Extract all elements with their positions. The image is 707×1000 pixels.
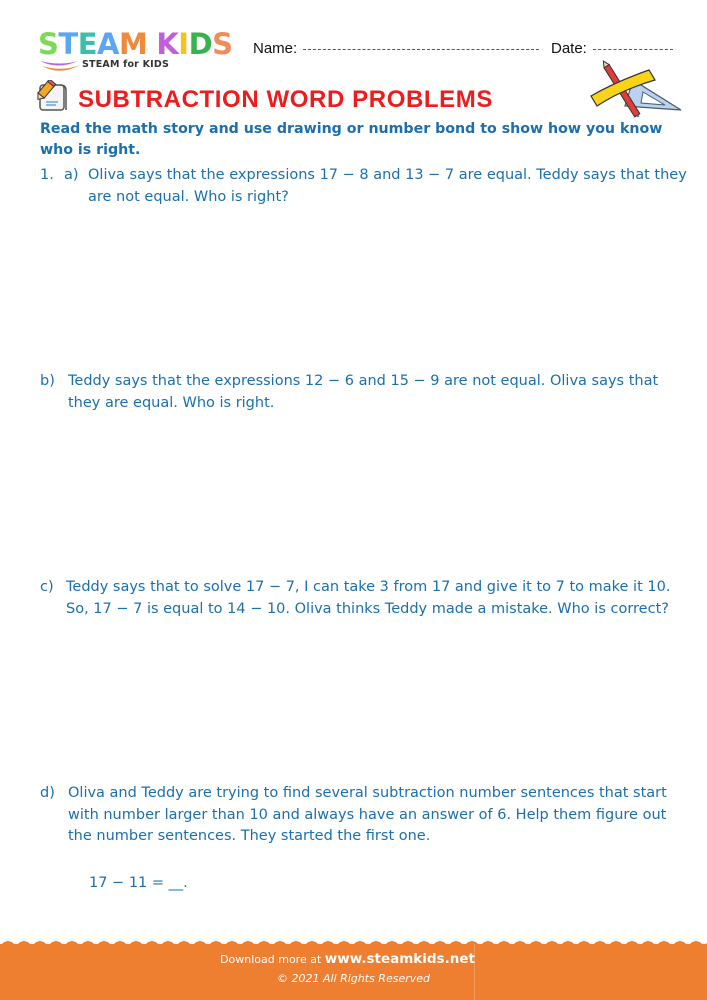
- logo-letter: M: [118, 27, 148, 61]
- footer-site-link[interactable]: www.steamkids.net: [324, 951, 475, 967]
- question-d-label: d): [40, 785, 55, 801]
- footer-download: [0, 951, 707, 967]
- date-label: Date:: [551, 40, 587, 57]
- date-field[interactable]: [551, 40, 673, 57]
- name-field[interactable]: [253, 40, 539, 57]
- question-c-label: c): [40, 579, 54, 595]
- logo-letter: I: [178, 27, 189, 61]
- footer-copyright: © 2021 All Rights Reserved: [276, 972, 430, 985]
- question-a-text: Oliva says that the expressions 17 − 8 and 13 − 7 are equal. Teddy says that they are not equal. Who is right?: [88, 167, 687, 205]
- question-number: 1.: [40, 167, 54, 183]
- logo-letter: A: [97, 27, 119, 61]
- logo-letter: S: [212, 27, 233, 61]
- ruler-set-square-pencil-icon: [585, 60, 685, 120]
- date-blank-line[interactable]: [593, 48, 673, 50]
- question-c-text: Teddy says that to solve 17 − 7, I can take 3 from 17 and give it to 7 to make it 10. So, 17 − 7 is equal to 14 − 10. Oliva thinks Teddy made a mistake. Who is correct?: [66, 579, 671, 617]
- scalloped-edge: [0, 938, 707, 952]
- footer-download-prefix: Download more at: [220, 953, 322, 966]
- worksheet-title: SUBTRACTION WORD PROBLEMS: [78, 86, 493, 113]
- question-b-label: b): [40, 373, 55, 389]
- question-b-text: Teddy says that the expressions 12 − 6 and 15 − 9 are not equal. Oliva says that they are equal. Who is right.: [68, 373, 659, 411]
- name-label: Name:: [253, 40, 298, 57]
- logo-letter: S: [38, 27, 59, 61]
- logo-letter: E: [77, 27, 97, 61]
- logo-letter: K: [156, 27, 179, 61]
- smile-swoosh-icon: [38, 58, 84, 74]
- logo-tagline: STEAM for KIDS: [82, 59, 170, 70]
- question-d-equation: 17 − 11 = __.: [89, 875, 188, 891]
- logo-letter: D: [188, 27, 213, 61]
- question-a-label: a): [64, 167, 79, 183]
- logo-wordmark: [38, 28, 233, 60]
- question-d-text: Oliva and Teddy are trying to find several subtraction number sentences that start with number larger than 10 and always have an answer of 6. Help them figure out the number sentences. They started the first one.: [68, 785, 667, 844]
- logo-letter: T: [58, 27, 78, 61]
- pencil-paper-icon: [36, 80, 70, 114]
- instructions: Read the math story and use drawing or number bond to show how you know who is right.: [40, 121, 663, 158]
- steam-kids-logo: [38, 28, 238, 74]
- name-blank-line[interactable]: [303, 48, 539, 50]
